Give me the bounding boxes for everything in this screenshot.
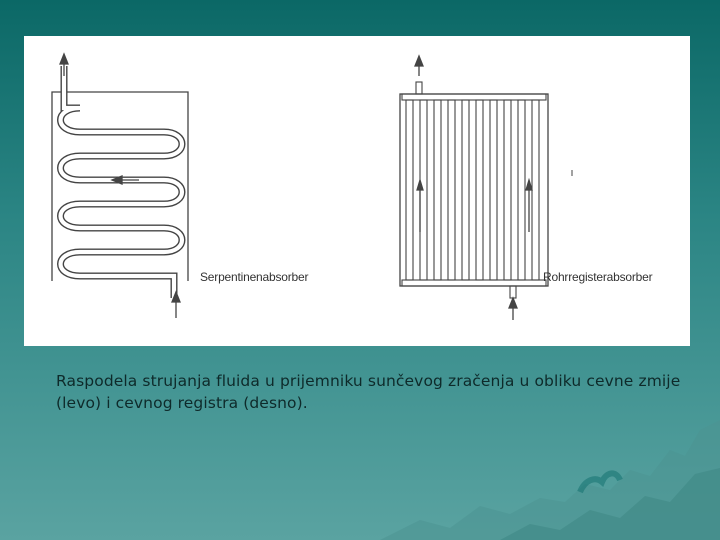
register-header-top <box>402 94 546 100</box>
register-flow-arrow-left-icon <box>417 180 423 232</box>
register-inlet-arrow-icon <box>509 286 517 320</box>
register-absorber-label: Rohrregisterabsorber <box>543 270 653 284</box>
register-header-bottom <box>402 280 546 286</box>
figure-panel <box>24 36 690 346</box>
figure-caption: Raspodela strujanja fluida u prijemniku sunčevog zračenja u obliku cevne zmije (levo) i cevnog registra (desno). <box>56 372 681 412</box>
absorber-diagram <box>24 36 690 346</box>
mountain-decoration <box>380 410 720 540</box>
register-flow-arrow-right-icon <box>526 180 532 232</box>
register-tubes <box>406 100 539 280</box>
register-outlet-arrow-icon <box>415 56 423 94</box>
serpentine-absorber-label: Serpentinenabsorber <box>200 270 309 284</box>
